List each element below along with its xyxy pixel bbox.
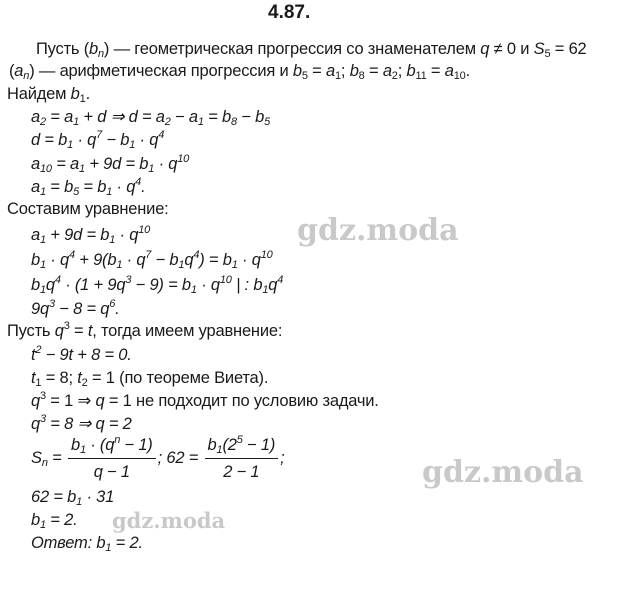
intro-pust: Пусть [36,40,80,58]
not-fit-note: не подходит по условию задачи. [131,392,379,410]
eq-3: $b_1q^4 \cdot (1 + 9q^3 - 9) = b_1 \cdot q^{10}$ | : $b_1q^4$ [31,274,284,296]
vieta-note: (по теореме Виета). [114,369,269,387]
intro-geom: — геометрическая прогрессия со знаменателем [109,40,476,58]
eq-sum-formula: $S_n$ = $\frac{b_1 \cdot (q^n - 1)}{q - 1}$ ; 62 = $\frac{b_1(2^5 - 1)}{2 - 1}$ ; [31,434,285,481]
watermark-3: gdz.moda [112,508,226,533]
intro-s5: = 62 [550,40,587,58]
intro-arith: — арифметическая прогрессия и [34,62,289,80]
eq-q2: $q^3 = 8$ ⇒ q = 2 [31,413,132,433]
watermark-2: gdz.moda [422,455,584,490]
compose-equation: Составим уравнение: [7,200,169,218]
eq-62: $62 = b_1 \cdot 31$ [31,488,115,508]
line-3: Найдем $b_1$. [7,85,90,105]
sum-value-fraction: $\frac{b_1(2^5 - 1)}{2 - 1}$ [205,434,279,483]
eq-4: $9q^3 - 8 = q^6$. [31,298,120,318]
eq-a2: $a_2 = a_1 + d$ ⇒ $d = a_2 - a_1 = b_8 - b_5$ [31,108,270,128]
line-1: Пусть $(b_n)$ — геометрическая прогрессия со знаменателем q ≠ 0 и $S_5 = 62$ [36,40,587,60]
find-b1: Найдем [7,85,67,103]
line-2: $(a_n)$ — арифметическая прогрессия и $b_5 = a_1$; $b_8 = a_2$; $b_{11} = a_{10}$. [9,62,470,82]
eq-a10: $a_{10} = a_1 + 9d = b_1 \cdot q^{10}$ [31,153,190,175]
eq-b1: $b_1 = 2$. [31,511,78,531]
eq-roots: $t_1 = 8$; $t_2 = 1$ (по теореме Виета). [31,369,269,389]
answer: Ответ: $b_1 = 2$. [31,534,143,554]
eq-2: $b_1 \cdot q^4 + 9(b_1 \cdot q^7 - b_1q^4) = b_1 \cdot q^{10}$ [31,249,273,271]
let-q3: Пусть [7,322,51,340]
let-substitution: Пусть $q^3 = t$, тогда имеем уравнение: [7,320,283,340]
eq-1: $a_1 + 9d = b_1 \cdot q^{10}$ [31,224,151,246]
then-equation: , тогда имеем уравнение: [92,322,283,340]
problem-number: 4.87. [268,2,311,23]
eq-a1: $a_1 = b_5 = b_1 \cdot q^4$. [31,176,146,198]
eq-q1: $q^3 = 1$ ⇒ q = 1 не подходит по условию задачи. [31,390,379,410]
answer-label: Ответ: [31,534,92,552]
eq-t: $t^2 - 9t + 8 = 0$. [31,344,132,364]
intro-and: и [515,40,530,58]
watermark-1: gdz.moda [297,213,459,248]
sum-formula-fraction: $\frac{b_1 \cdot (q^n - 1)}{q - 1}$ [68,434,156,483]
eq-d: $d = b_1 \cdot q^7 - b_1 \cdot q^4$ [31,129,165,151]
